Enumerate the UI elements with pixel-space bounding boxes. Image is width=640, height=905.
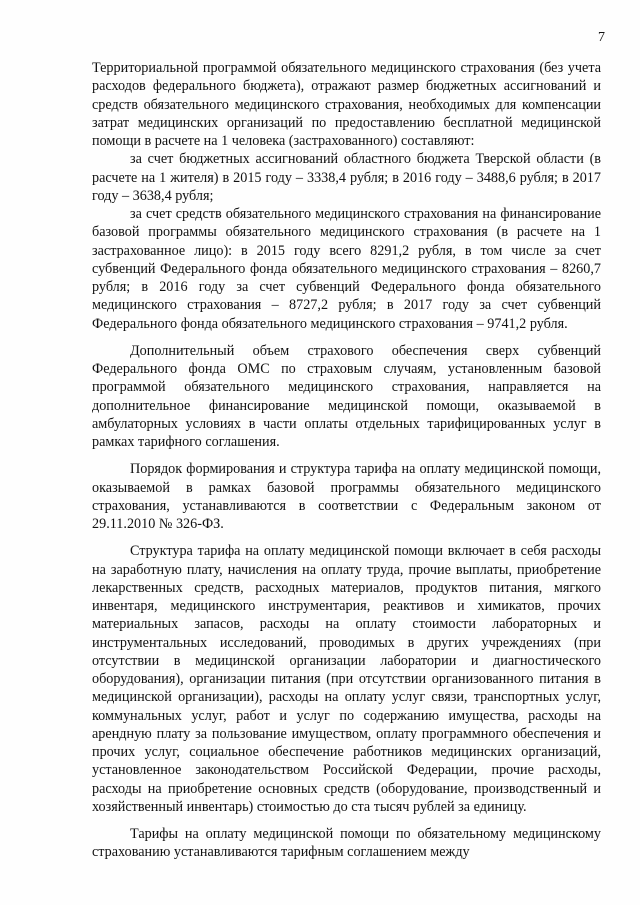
paragraph-tariff-agreement: Тарифы на оплату медицинской помощи по обязательному медицинскому страхованию устанавливаются тарифным соглашением между xyxy=(92,826,601,861)
document-body xyxy=(92,59,601,862)
paragraph-tariff-structure: Структура тарифа на оплату медицинской помощи включает в себя расходы на заработную плату, начисления на оплату труда, прочие выплаты, приобретение лекарственных средств, расходных материалов, продуктов питания, мягкого инвентаря, медицинского инструментария, реактивов и химикатов, прочих материальных запасов, расходы на оплату стоимости лабораторных и инструментальных исследований, проводимых в других учреждениях (при отсутствии в медицинской организации лаборатории и диагностического оборудования), организации питания (при отсутствии организованного питания в медицинской организации), расходы на оплату услуг связи, транспортных услуг, коммунальных услуг, работ и услуг по содержанию имущества, расходы на арендную плату за пользование имуществом, оплату программного обеспечения и прочих услуг, социальное обеспечение работников медицинских организаций, установленное законодательством Российской Федерации, прочие расходы, расходы на приобретение основных средств (оборудование, производственный и хозяйственный инвентарь) стоимостью до ста тысяч рублей за единицу. xyxy=(92,543,601,815)
paragraph-oms-funds: за счет средств обязательного медицинского страхования на финансирование базовой программы обязательного медицинского страхования (в расчете на 1 застрахованное лицо): в 2015 году всего 8291,2 рубля, в том числе за счет субвенций Федерального фонда обязательного медицинского страхования – 8260,7 рубля; в 2016 году за счет субвенций Федерального фонда обязательного медицинского страхования – 8727,2 рубля; в 2017 году за счет субвенций Федерального фонда обязательного медицинского страхования – 9741,2 рубля. xyxy=(92,206,601,332)
paragraph-regional-budget: за счет бюджетных ассигнований областного бюджета Тверской области (в расчете на 1 жителя) в 2015 году – 3338,4 рубля; в 2016 году – 3488,6 рубля; в 2017 году – 3638,4 рубля; xyxy=(92,151,601,204)
paragraph-tariff-procedure: Порядок формирования и структура тарифа на оплату медицинской помощи, оказываемой в рамках базовой программы обязательного медицинского страхования, устанавливаются в соответствии с Федеральным законом от 29.11.2010 № 326-ФЗ. xyxy=(92,461,601,532)
page-number: 7 xyxy=(598,30,605,45)
paragraph-program-intro: Территориальной программой обязательного медицинского страхования (без учета расходов федерального бюджета), отражают размер бюджетных ассигнований и средств обязательного медицинского страхования, необходимых для компенсации затрат медицинских организаций по предоставлению бесплатной медицинской помощи в расчете на 1 человека (застрахованного) составляют: xyxy=(92,60,601,149)
paragraph-additional-coverage: Дополнительный объем страхового обеспечения сверх субвенций Федерального фонда ОМС по страховым случаям, установленным базовой программой обязательного медицинского страхования, направляется на дополнительное финансирование медицинской помощи, оказываемой в амбулаторных условиях в части оплаты отдельных тарифицированных услуг в рамках тарифного соглашения. xyxy=(92,342,601,450)
